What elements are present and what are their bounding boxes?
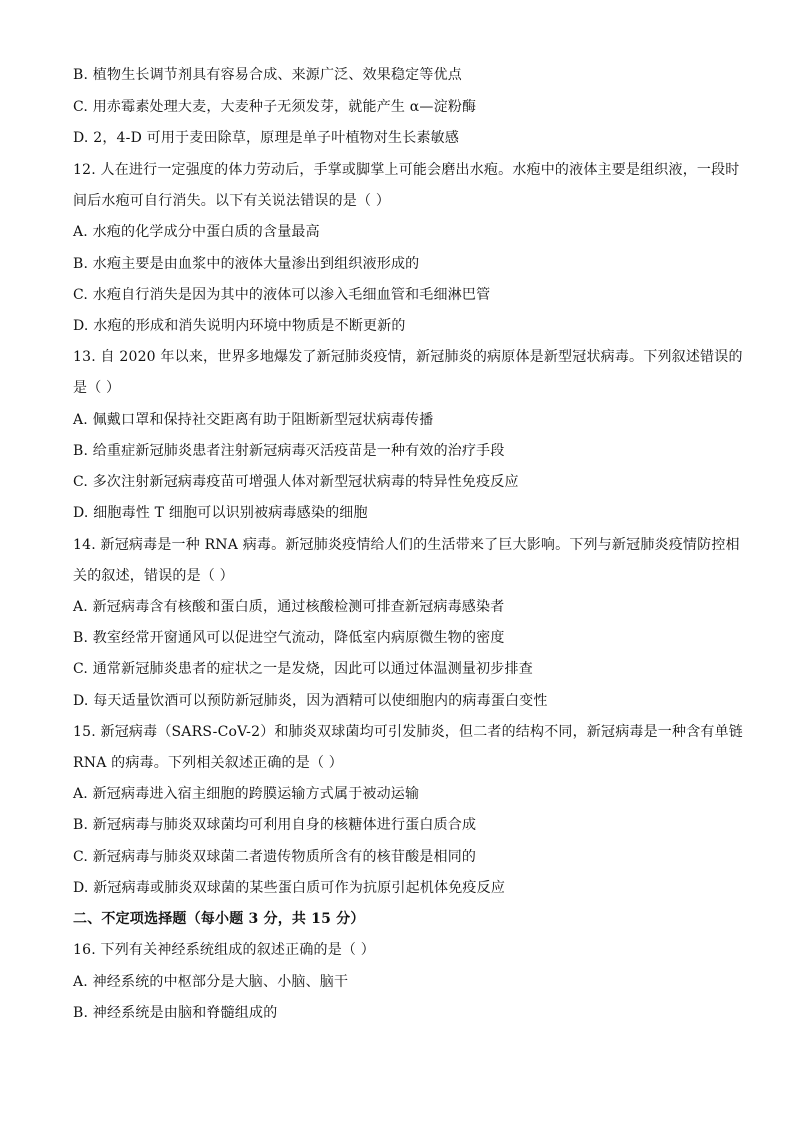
option-q12-b: B. 水疱主要是由血浆中的液体大量渗出到组织液形成的 — [73, 256, 420, 272]
option-q13-c: C. 多次注射新冠病毒疫苗可增强人体对新型冠状病毒的特异性免疫反应 — [73, 474, 519, 490]
option-q11-c: C. 用赤霉素处理大麦，大麦种子无须发芽，就能产生 α—淀粉酶 — [73, 99, 477, 115]
option-q15-b: B. 新冠病毒与肺炎双球菌均可利用自身的核糖体进行蛋白质合成 — [73, 817, 477, 833]
question-14-stem-line-2: 关的叙述，错误的是（ ） — [73, 568, 234, 584]
option-q14-d: D. 每天适量饮酒可以预防新冠肺炎，因为酒精可以使细胞内的病毒蛋白变性 — [73, 693, 548, 709]
option-q12-d: D. 水疱的形成和消失说明内环境中物质是不断更新的 — [73, 318, 406, 334]
question-13-stem-line-1: 13. 自 2020 年以来，世界多地爆发了新冠肺炎疫情，新冠肺炎的病原体是新型冠状病毒。下列叙述错误的 — [73, 349, 743, 365]
option-q14-a: A. 新冠病毒含有核酸和蛋白质，通过核酸检测可排查新冠病毒感染者 — [73, 599, 505, 615]
question-16-stem: 16. 下列有关神经系统组成的叙述正确的是（ ） — [73, 942, 375, 958]
option-q15-c: C. 新冠病毒与肺炎双球菌二者遗传物质所含有的核苷酸是相同的 — [73, 849, 477, 865]
option-q16-b: B. 神经系统是由脑和脊髓组成的 — [73, 1005, 278, 1021]
question-14-stem-line-1: 14. 新冠病毒是一种 RNA 病毒。新冠肺炎疫情给人们的生活带来了巨大影响。下列与新冠肺炎疫情防控相 — [73, 537, 740, 553]
question-13-stem-line-2: 是（ ） — [73, 380, 121, 396]
option-q14-b: B. 教室经常开窗通风可以促进空气流动，降低室内病原微生物的密度 — [73, 630, 505, 646]
option-q15-a: A. 新冠病毒进入宿主细胞的跨膜运输方式属于被动运输 — [73, 786, 420, 802]
option-q11-d: D. 2，4-D 可用于麦田除草，原理是单子叶植物对生长素敏感 — [73, 130, 460, 146]
option-q13-b: B. 给重症新冠肺炎患者注射新冠病毒灭活疫苗是一种有效的治疗手段 — [73, 443, 505, 459]
option-q15-d: D. 新冠病毒或肺炎双球菌的某些蛋白质可作为抗原引起机体免疫反应 — [73, 880, 506, 896]
option-q13-d: D. 细胞毒性 T 细胞可以识别被病毒感染的细胞 — [73, 505, 368, 521]
option-q11-b: B. 植物生长调节剂具有容易合成、来源广泛、效果稳定等优点 — [73, 67, 462, 83]
question-15-stem-line-2: RNA 的病毒。下列相关叙述正确的是（ ） — [73, 755, 344, 771]
option-q12-a: A. 水疱的化学成分中蛋白质的含量最高 — [73, 224, 320, 240]
option-q16-a: A. 神经系统的中枢部分是大脑、小脑、脑干 — [73, 974, 349, 990]
question-12-stem-line-1: 12. 人在进行一定强度的体力劳动后，手掌或脚掌上可能会磨出水疱。水疱中的液体主要是组织液，一段时 — [73, 162, 740, 178]
option-q13-a: A. 佩戴口罩和保持社交距离有助于阻断新型冠状病毒传播 — [73, 412, 434, 428]
option-q14-c: C. 通常新冠肺炎患者的症状之一是发烧，因此可以通过体温测量初步排查 — [73, 661, 533, 677]
section-2-heading: 二、不定项选择题（每小题 3 分，共 15 分） — [73, 911, 365, 927]
question-12-stem-line-2: 间后水疱可自行消失。以下有关说法错误的是（ ） — [73, 193, 391, 209]
question-15-stem-line-1: 15. 新冠病毒（SARS-CoV-2）和肺炎双球菌均可引发肺炎，但二者的结构不同，新冠病毒是一种含有单链 — [73, 724, 743, 740]
option-q12-c: C. 水疱自行消失是因为其中的液体可以渗入毛细血管和毛细淋巴管 — [73, 287, 491, 303]
